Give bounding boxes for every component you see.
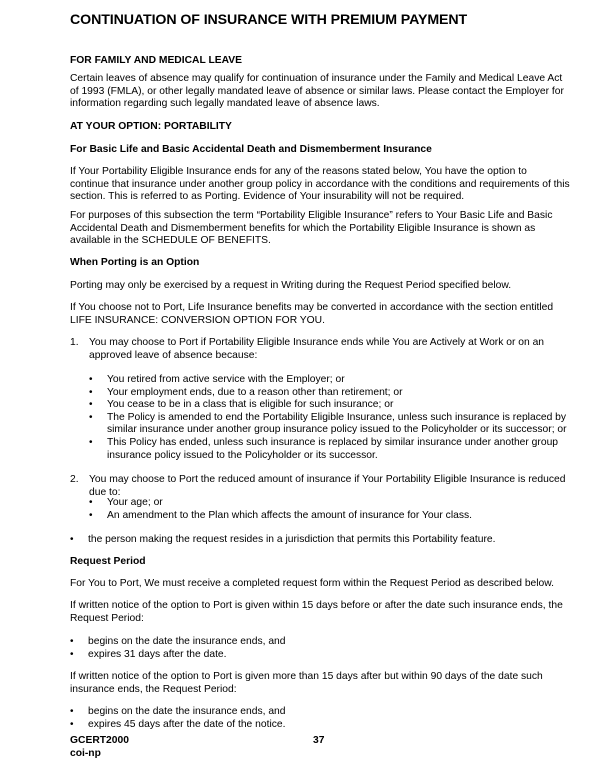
text-line: section. This is referred to as Porting. Evidence of Your insurability will not be required.	[70, 191, 465, 203]
bullet-text: You retired from active service with the Employer; or	[107, 374, 345, 385]
bullet-text: begins on the date the insurance ends, and	[88, 636, 286, 647]
list-number: 1.	[70, 337, 79, 348]
text-line: insurance ends, the Request Period:	[70, 683, 237, 695]
footer-form-code: GCERT2000	[70, 735, 129, 746]
bullet-icon: •	[70, 706, 74, 717]
bullet-icon: •	[89, 497, 93, 508]
footer-sub-code: coi-np	[70, 748, 101, 759]
bullet-text: expires 45 days after the date of the notice.	[88, 718, 286, 730]
list-number: 2.	[70, 474, 79, 485]
bullet-icon: •	[89, 411, 93, 423]
text-line: If written notice of the option to Port is given more than 15 days after but within 90 days of the date such	[70, 671, 543, 682]
text-line: This Policy has ended, unless such insurance is replaced by similar insurance under another group	[107, 437, 559, 448]
basic-life-paragraph	[70, 166, 582, 204]
bullet-icon: •	[70, 648, 74, 660]
bullet-text: expires 31 days after the date.	[88, 648, 227, 660]
text-line: Request Period:	[70, 612, 144, 624]
fmla-heading: FOR FAMILY AND MEDICAL LEAVE	[70, 55, 243, 66]
text-line: If Your Portability Eligible Insurance ends for any of the reasons stated below, You have the option to	[70, 166, 527, 177]
after-15-days-paragraph	[70, 671, 582, 696]
bullet-icon: •	[70, 718, 74, 730]
bullet-icon: •	[89, 509, 93, 521]
text-line: If written notice of the option to Port is given within 15 days before or after the date such insurance ends, the	[70, 600, 563, 611]
bullet-icon: •	[89, 386, 93, 398]
text-line: insurance policy issued to the Policyholder or its successor.	[107, 449, 378, 461]
bullet-icon: •	[89, 374, 93, 385]
not-port-paragraph	[70, 302, 582, 327]
text-line: For purposes of this subsection the term “Portability Eligible Insurance” refers to Your Basic Life and Basic	[70, 210, 553, 221]
text-line: Accidental Death and Dismemberment benefits for which the Portability Eligible Insurance is shown as	[70, 222, 536, 234]
text-line: due to:	[89, 486, 121, 498]
page-title: CONTINUATION OF INSURANCE WITH PREMIUM PAYMENT	[70, 12, 468, 28]
bullet-text: begins on the date the insurance ends, and	[88, 706, 286, 717]
text-line: LIFE INSURANCE: CONVERSION OPTION FOR YOU.	[70, 314, 325, 326]
text-line: You may choose to Port the reduced amount of insurance if Your Portability Eligible Insurance is reduced	[89, 474, 566, 485]
bullet-icon: •	[89, 399, 93, 411]
text-line: Certain leaves of absence may qualify for continuation of insurance under the Family and Medical Leave Act	[70, 73, 563, 84]
when-porting-paragraph: Porting may only be exercised by a request in Writing during the Request Period specified below.	[70, 280, 512, 291]
text-line: The Policy is amended to end the Portability Eligible Insurance, unless such insurance is replaced by	[107, 411, 567, 423]
text-line: information regarding such legally mandated leave of absence laws.	[70, 98, 380, 110]
bullet-icon: •	[70, 636, 74, 647]
portability-heading: AT YOUR OPTION: PORTABILITY	[70, 121, 232, 132]
when-porting-heading: When Porting is an Option	[70, 257, 200, 268]
text-line: approved leave of absence because:	[89, 349, 258, 361]
bullet-icon: •	[70, 534, 74, 545]
request-period-heading: Request Period	[70, 556, 146, 567]
page-number: 37	[313, 735, 325, 746]
bullet-text: Your employment ends, due to a reason other than retirement; or	[107, 386, 403, 398]
bullet-text: An amendment to the Plan which affects the amount of insurance for Your class.	[107, 509, 472, 521]
bullet-text: You cease to be in a class that is eligible for such insurance; or	[107, 399, 394, 411]
text-line: available in the SCHEDULE OF BENEFITS.	[70, 235, 271, 247]
request-period-paragraph: For You to Port, We must receive a completed request form within the Request Period as described below.	[70, 578, 555, 589]
bullet-text: Your age; or	[107, 497, 163, 508]
bullet-text: the person making the request resides in a jurisdiction that permits this Portability feature.	[88, 534, 496, 545]
fmla-paragraph	[70, 73, 582, 111]
purposes-paragraph	[70, 210, 582, 248]
text-line: If You choose not to Port, Life Insurance benefits may be converted in accordance with the section entitled	[70, 302, 554, 313]
text-line: similar insurance under another group insurance policy issued to the Policyholder or its successor; or	[107, 424, 567, 436]
text-line: of 1993 (FMLA), or other legally mandated leave of absence or similar laws. Please contact the Employer for	[70, 85, 564, 97]
text-line: You may choose to Port if Portability Eligible Insurance ends while You are Actively at Work or on an	[89, 337, 545, 348]
basic-life-heading: For Basic Life and Basic Accidental Death and Dismemberment Insurance	[70, 144, 432, 155]
text-line: continue that insurance under another group policy in accordance with the conditions and requirements of this	[70, 178, 570, 190]
bullet-icon: •	[89, 437, 93, 448]
within-15-days-paragraph	[70, 600, 582, 625]
